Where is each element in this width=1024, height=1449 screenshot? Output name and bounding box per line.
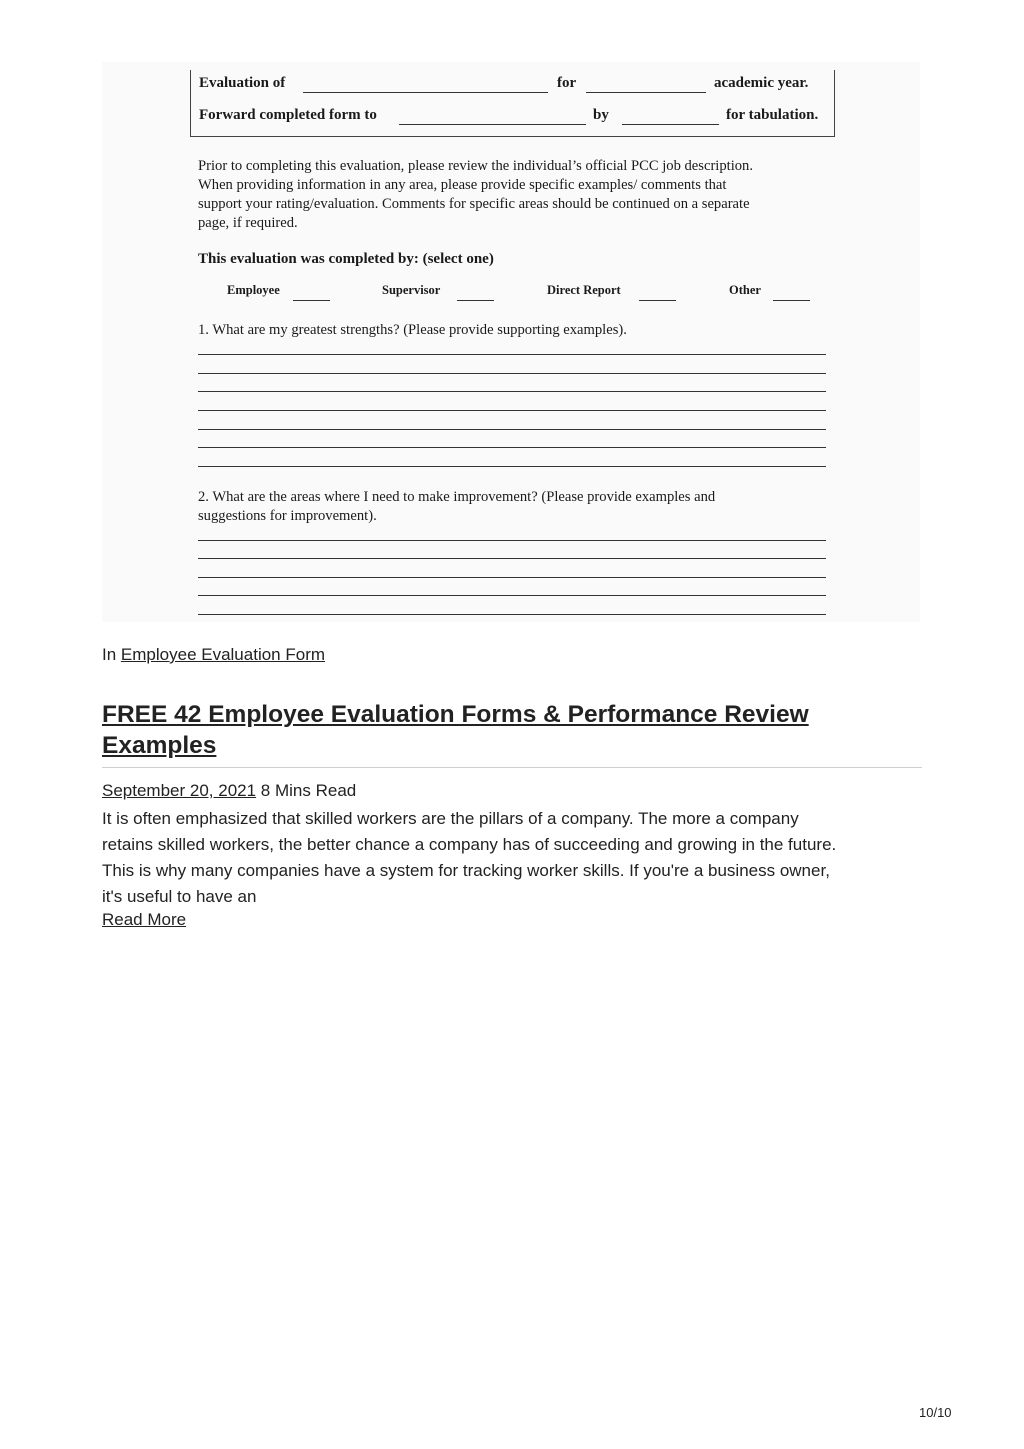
option-employee-blank <box>293 300 330 301</box>
answer-line <box>198 577 826 578</box>
answer-line <box>198 429 826 430</box>
category-prefix: In <box>102 645 117 664</box>
option-other: Other <box>729 283 761 297</box>
by-blank <box>622 124 719 125</box>
question-2 <box>198 488 715 526</box>
option-other-blank <box>773 300 810 301</box>
excerpt-line: It is often emphasized that skilled workers are the pillars of a company. The more a company <box>102 809 799 828</box>
post-title-link[interactable]: FREE 42 Employee Evaluation Forms & Performance Review Examples <box>102 701 809 759</box>
answer-line <box>198 373 826 374</box>
answer-line <box>198 614 826 615</box>
answer-line <box>198 558 826 559</box>
post-category <box>102 645 325 665</box>
post-meta <box>102 781 356 801</box>
category-link[interactable]: Employee Evaluation Form <box>120 645 326 664</box>
option-supervisor: Supervisor <box>382 283 441 297</box>
question-1 <box>198 321 627 340</box>
answer-line <box>198 540 826 541</box>
by-label: by <box>593 107 609 123</box>
option-direct-report: Direct Report <box>547 283 621 297</box>
option-direct-report-blank <box>639 300 676 301</box>
excerpt-line: retains skilled workers, the better chance a company has of succeeding and growing in the future. <box>102 835 837 854</box>
answer-line <box>198 354 826 355</box>
evaluation-of-blank <box>303 92 548 93</box>
question-2-line: 2. What are the areas where I need to make improvement? (Please provide examples and <box>198 489 716 505</box>
answer-line <box>198 391 826 392</box>
post-title[interactable] <box>102 699 922 761</box>
evaluation-form-image <box>102 62 920 622</box>
post-date-link[interactable]: September 20, 2021 <box>102 781 257 800</box>
read-time: 8 Mins Read <box>260 781 357 800</box>
read-more-link[interactable]: Read More <box>102 910 187 929</box>
for-label: for <box>557 75 577 91</box>
question-2-line: suggestions for improvement). <box>198 508 377 524</box>
instruction-line: When providing information in any area, please provide specific examples/ comments that <box>198 177 727 193</box>
excerpt-line: This is why many companies have a system for tracking worker skills. If you're a business owner, <box>102 861 830 880</box>
for-blank <box>586 92 706 93</box>
post-excerpt <box>102 806 922 910</box>
form-header-box <box>190 70 835 137</box>
completed-by-heading: This evaluation was completed by: (select one) <box>198 251 494 267</box>
option-employee: Employee <box>227 283 280 297</box>
instruction-line: page, if required. <box>198 215 298 231</box>
title-divider <box>102 767 922 768</box>
answer-line <box>198 410 826 411</box>
evaluation-of-label: Evaluation of <box>199 75 286 91</box>
answer-line <box>198 466 826 467</box>
option-supervisor-blank <box>457 300 494 301</box>
instruction-line: Prior to completing this evaluation, please review the individual’s official PCC job description. <box>198 158 754 174</box>
answer-line <box>198 447 826 448</box>
excerpt-line: it's useful to have an <box>102 887 257 906</box>
page-number: 10/10 <box>919 1405 952 1420</box>
form-instructions <box>198 157 828 233</box>
forward-form-label: Forward completed form to <box>199 107 377 123</box>
academic-year-label: academic year. <box>714 75 809 91</box>
answer-line <box>198 595 826 596</box>
tabulation-label: for tabulation. <box>726 107 819 123</box>
instruction-line: support your rating/evaluation. Comments for specific areas should be continued on a separate <box>198 196 750 212</box>
forward-form-blank <box>399 124 586 125</box>
question-1-line: 1. What are my greatest strengths? (Please provide supporting examples). <box>198 322 627 338</box>
